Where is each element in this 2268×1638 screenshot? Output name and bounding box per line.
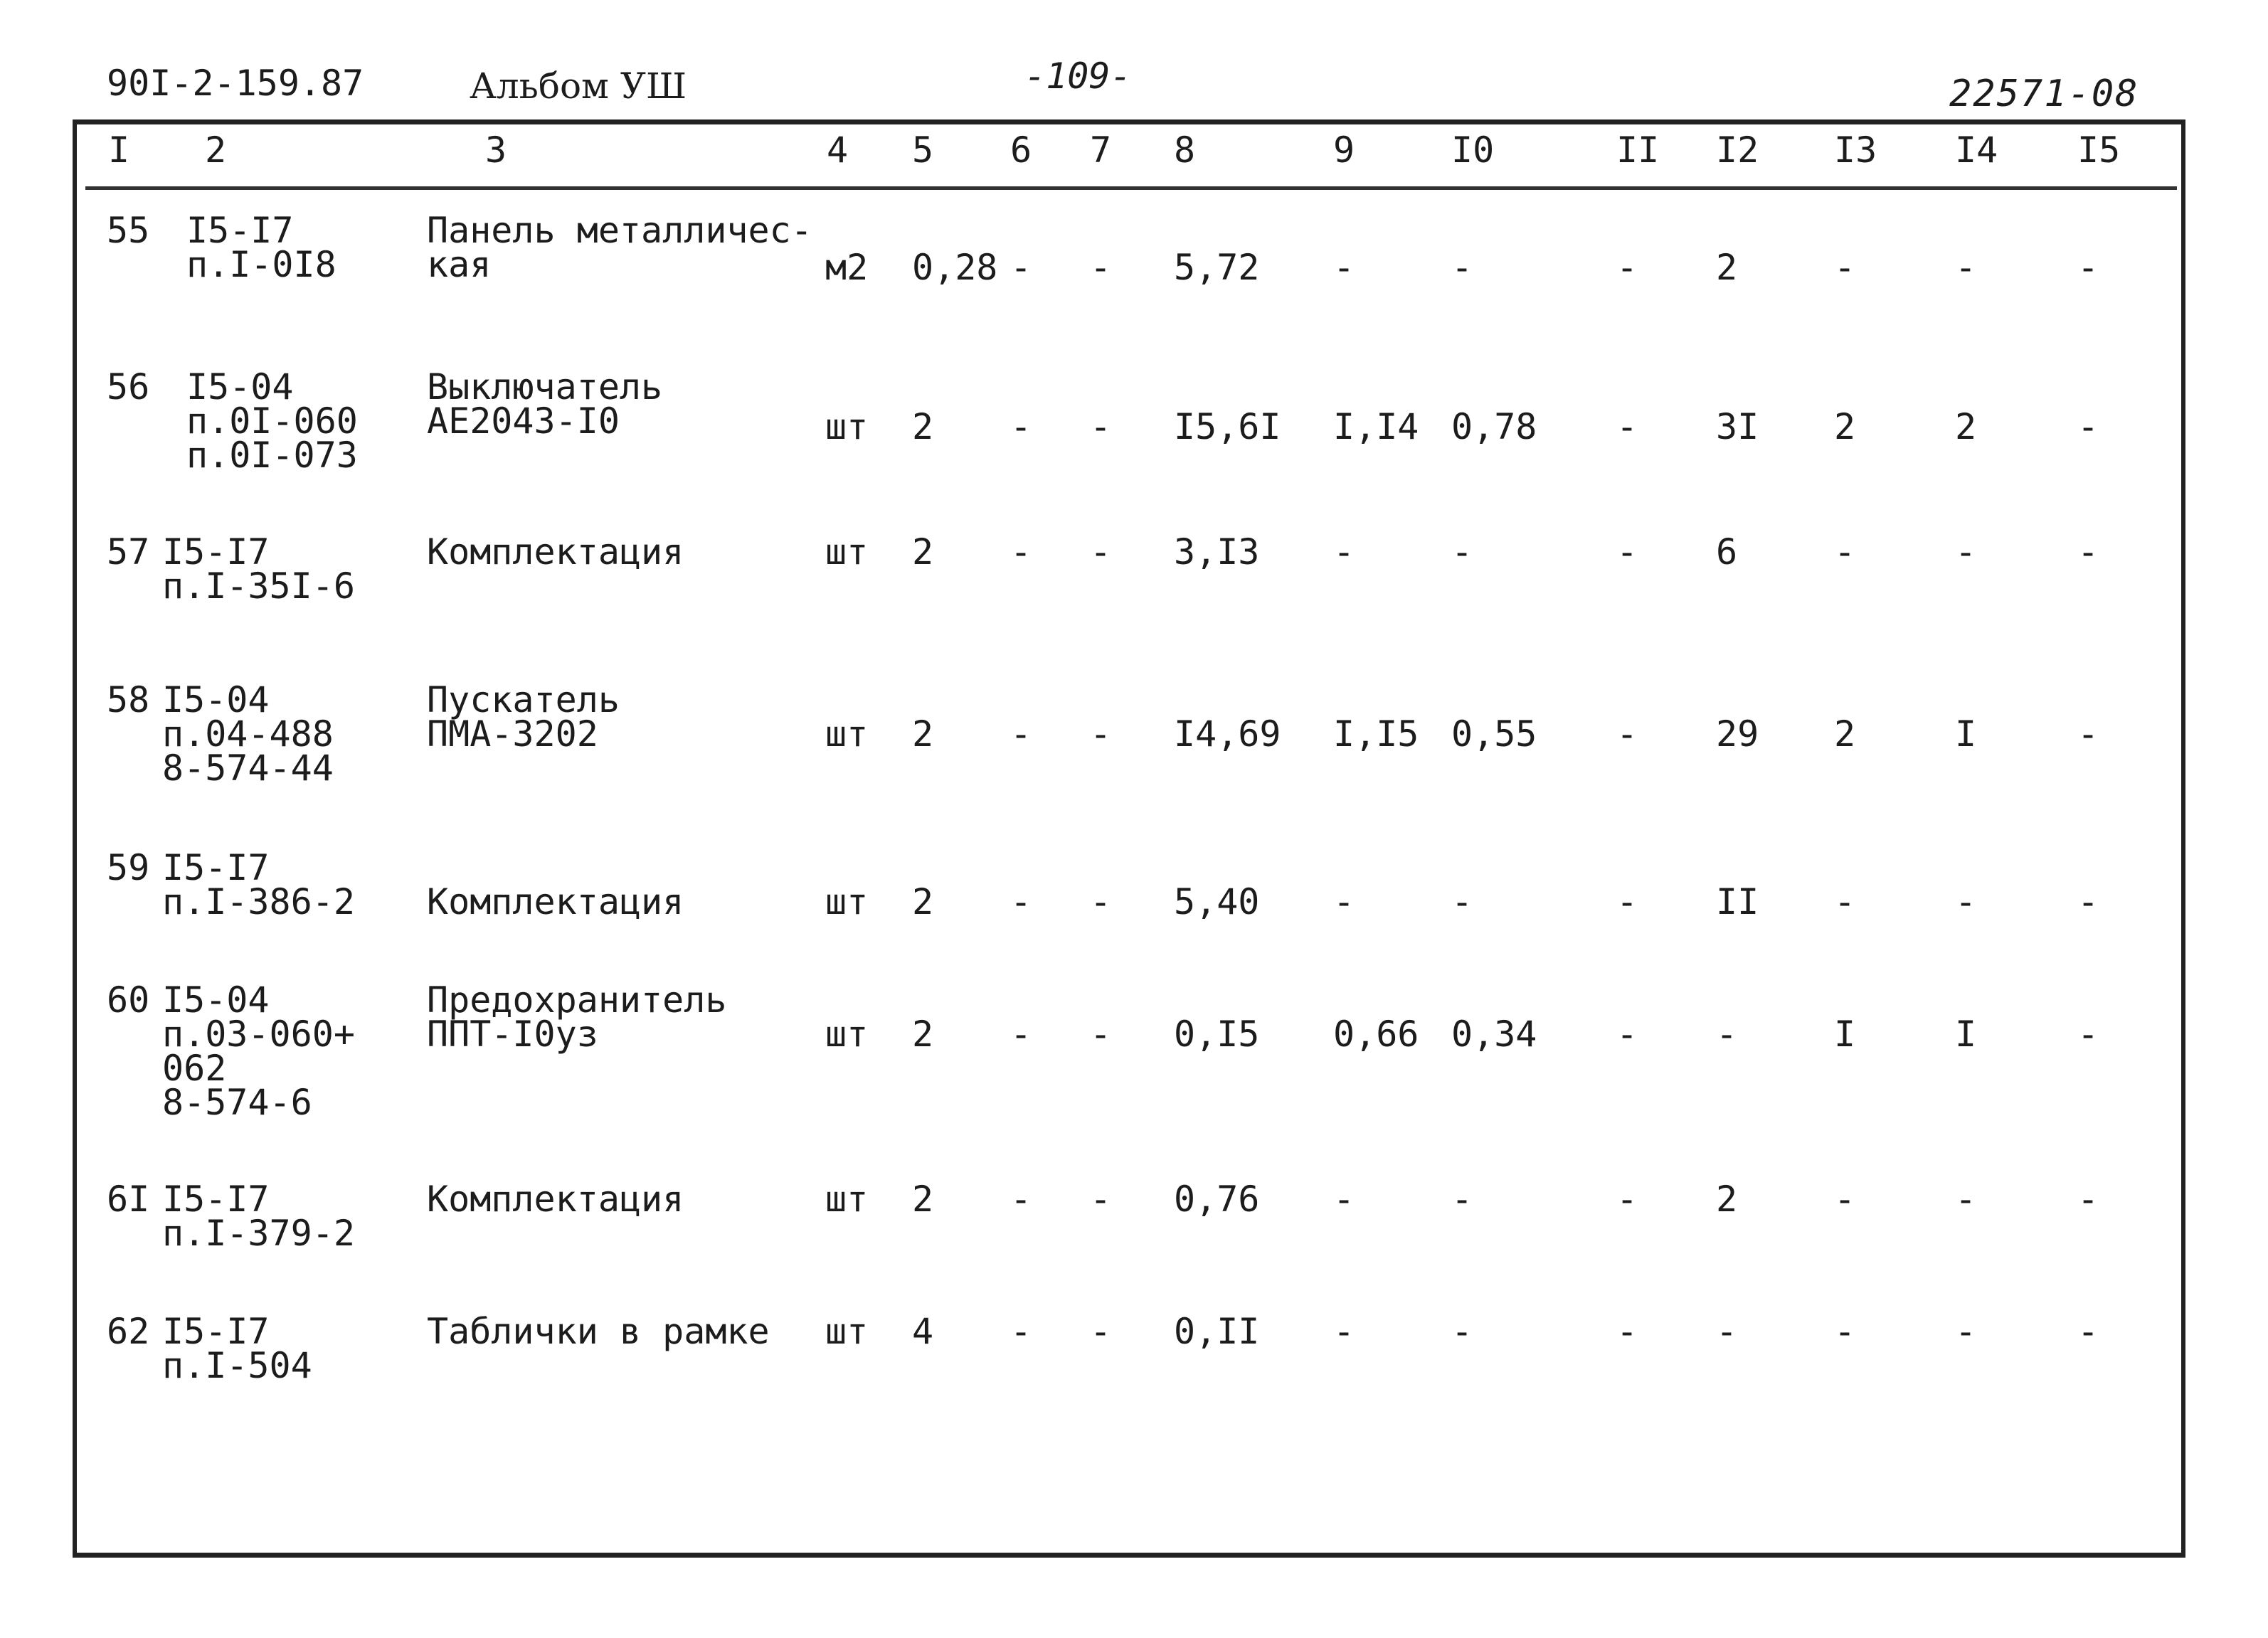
column-header-12: I2 bbox=[1716, 129, 1759, 171]
cell-c11: - bbox=[1616, 713, 1638, 755]
cell-n: 60 bbox=[107, 979, 150, 1021]
cell-code: I5-I7 п.I-379-2 bbox=[162, 1179, 355, 1254]
cell-c7: - bbox=[1090, 713, 1112, 755]
cell-c11: - bbox=[1616, 1311, 1638, 1352]
cell-n: 58 bbox=[107, 679, 150, 720]
cell-c10: - bbox=[1451, 1311, 1473, 1352]
cell-n: 56 bbox=[107, 366, 150, 408]
cell-c7: - bbox=[1090, 881, 1112, 922]
cell-unit: шт bbox=[825, 531, 869, 573]
cell-n: 57 bbox=[107, 531, 150, 573]
cell-c8: 0,II bbox=[1174, 1311, 1260, 1352]
cell-c12: - bbox=[1716, 1311, 1738, 1352]
cell-code: I5-I7 п.I-0I8 bbox=[186, 210, 337, 285]
cell-code: I5-04 п.03-060+ 062 8-574-6 bbox=[162, 979, 355, 1123]
column-header-5: 5 bbox=[912, 129, 934, 171]
cell-c13: - bbox=[1834, 1179, 1856, 1220]
cell-c12: 3I bbox=[1716, 406, 1759, 447]
table-frame bbox=[73, 119, 2185, 1558]
cell-unit: шт bbox=[825, 1311, 869, 1352]
cell-c15: - bbox=[2077, 1179, 2099, 1220]
cell-c8: 5,72 bbox=[1174, 247, 1260, 288]
column-header-3: 3 bbox=[485, 129, 507, 171]
cell-c14: - bbox=[1955, 1311, 1977, 1352]
cell-c12: - bbox=[1716, 1014, 1738, 1055]
cell-c13: - bbox=[1834, 247, 1856, 288]
cell-unit: шт bbox=[825, 1179, 869, 1220]
cell-c15: - bbox=[2077, 531, 2099, 573]
cell-c5: 2 bbox=[912, 881, 934, 922]
cell-c9: I,I4 bbox=[1333, 406, 1419, 447]
cell-c15: - bbox=[2077, 1014, 2099, 1055]
cell-c13: 2 bbox=[1834, 713, 1856, 755]
cell-c15: - bbox=[2077, 247, 2099, 288]
cell-c6: - bbox=[1010, 1179, 1032, 1220]
cell-unit: м2 bbox=[825, 247, 869, 288]
cell-name: Панель металличес- кая bbox=[427, 210, 812, 285]
column-header-4: 4 bbox=[827, 129, 849, 171]
cell-c11: - bbox=[1616, 247, 1638, 288]
cell-c9: 0,66 bbox=[1333, 1014, 1419, 1055]
cell-c11: - bbox=[1616, 406, 1638, 447]
cell-c5: 2 bbox=[912, 1014, 934, 1055]
cell-c9: - bbox=[1333, 247, 1355, 288]
column-header-6: 6 bbox=[1010, 129, 1032, 171]
column-header-9: 9 bbox=[1333, 129, 1355, 171]
cell-c14: - bbox=[1955, 881, 1977, 922]
cell-c9: - bbox=[1333, 1311, 1355, 1352]
cell-c7: - bbox=[1090, 1311, 1112, 1352]
cell-unit: шт bbox=[825, 406, 869, 447]
cell-c10: 0,34 bbox=[1451, 1014, 1537, 1055]
cell-c8: 0,I5 bbox=[1174, 1014, 1260, 1055]
cell-c14: 2 bbox=[1955, 406, 1977, 447]
cell-c10: - bbox=[1451, 881, 1473, 922]
cell-c5: 2 bbox=[912, 1179, 934, 1220]
cell-c11: - bbox=[1616, 531, 1638, 573]
drawing-code: 90I-2-159.87 bbox=[107, 63, 364, 104]
cell-c12: 2 bbox=[1716, 1179, 1738, 1220]
cell-c6: - bbox=[1010, 247, 1032, 288]
cell-code: I5-04 п.0I-060 п.0I-073 bbox=[186, 366, 358, 476]
cell-c7: - bbox=[1090, 531, 1112, 573]
cell-unit: шт bbox=[825, 713, 869, 755]
cell-c15: - bbox=[2077, 713, 2099, 755]
cell-c8: 3,I3 bbox=[1174, 531, 1260, 573]
cell-c5: 4 bbox=[912, 1311, 934, 1352]
cell-name: Выключатель АЕ2043-I0 bbox=[427, 366, 663, 442]
cell-c5: 2 bbox=[912, 406, 934, 447]
cell-c12: 6 bbox=[1716, 531, 1738, 573]
cell-c12: II bbox=[1716, 881, 1759, 922]
cell-c10: 0,55 bbox=[1451, 713, 1537, 755]
cell-c8: I4,69 bbox=[1174, 713, 1281, 755]
cell-n: 6I bbox=[107, 1179, 150, 1220]
cell-c9: I,I5 bbox=[1333, 713, 1419, 755]
cell-code: I5-I7 п.I-35I-6 bbox=[162, 531, 355, 607]
column-header-14: I4 bbox=[1955, 129, 1998, 171]
cell-c12: 29 bbox=[1716, 713, 1759, 755]
cell-c9: - bbox=[1333, 531, 1355, 573]
column-header-7: 7 bbox=[1090, 129, 1112, 171]
cell-n: 55 bbox=[107, 210, 150, 251]
cell-code: I5-04 п.04-488 8-574-44 bbox=[162, 679, 334, 789]
cell-c13: - bbox=[1834, 881, 1856, 922]
cell-c14: - bbox=[1955, 247, 1977, 288]
cell-c14: - bbox=[1955, 531, 1977, 573]
cell-code: I5-I7 п.I-386-2 bbox=[162, 847, 355, 922]
cell-c6: - bbox=[1010, 713, 1032, 755]
column-header-2: 2 bbox=[205, 129, 227, 171]
cell-c11: - bbox=[1616, 1014, 1638, 1055]
cell-c8: I5,6I bbox=[1174, 406, 1281, 447]
cell-c13: - bbox=[1834, 531, 1856, 573]
cell-c8: 5,40 bbox=[1174, 881, 1260, 922]
column-header-13: I3 bbox=[1834, 129, 1877, 171]
cell-c11: - bbox=[1616, 881, 1638, 922]
cell-name: Предохранитель ППТ-I0уз bbox=[427, 979, 727, 1055]
cell-c12: 2 bbox=[1716, 247, 1738, 288]
cell-name: Комплектация bbox=[427, 881, 684, 922]
cell-n: 62 bbox=[107, 1311, 150, 1352]
header-rule bbox=[85, 186, 2177, 190]
cell-c14: I bbox=[1955, 1014, 1977, 1055]
cell-n: 59 bbox=[107, 847, 150, 888]
cell-name: Комплектация bbox=[427, 1179, 684, 1220]
cell-c13: - bbox=[1834, 1311, 1856, 1352]
cell-c13: 2 bbox=[1834, 406, 1856, 447]
cell-c5: 0,28 bbox=[912, 247, 998, 288]
cell-c11: - bbox=[1616, 1179, 1638, 1220]
column-header-8: 8 bbox=[1174, 129, 1196, 171]
cell-c7: - bbox=[1090, 247, 1112, 288]
cell-c7: - bbox=[1090, 1179, 1112, 1220]
cell-name: Пускатель ПМА-3202 bbox=[427, 679, 620, 755]
cell-name: Таблички в рамке bbox=[427, 1311, 770, 1352]
document-number: 22571-08 bbox=[1949, 73, 2139, 115]
cell-c5: 2 bbox=[912, 713, 934, 755]
cell-c9: - bbox=[1333, 1179, 1355, 1220]
cell-unit: шт bbox=[825, 1014, 869, 1055]
cell-c10: - bbox=[1451, 531, 1473, 573]
cell-code: I5-I7 п.I-504 bbox=[162, 1311, 312, 1386]
cell-c15: - bbox=[2077, 1311, 2099, 1352]
column-header-10: I0 bbox=[1451, 129, 1495, 171]
cell-c9: - bbox=[1333, 881, 1355, 922]
cell-c6: - bbox=[1010, 881, 1032, 922]
cell-c6: - bbox=[1010, 531, 1032, 573]
cell-c6: - bbox=[1010, 1014, 1032, 1055]
cell-name: Комплектация bbox=[427, 531, 684, 573]
cell-c10: 0,78 bbox=[1451, 406, 1537, 447]
cell-c7: - bbox=[1090, 1014, 1112, 1055]
cell-c15: - bbox=[2077, 406, 2099, 447]
cell-c7: - bbox=[1090, 406, 1112, 447]
column-header-1: I bbox=[108, 129, 130, 171]
cell-c6: - bbox=[1010, 1311, 1032, 1352]
cell-unit: шт bbox=[825, 881, 869, 922]
cell-c5: 2 bbox=[912, 531, 934, 573]
cell-c10: - bbox=[1451, 247, 1473, 288]
cell-c6: - bbox=[1010, 406, 1032, 447]
cell-c15: - bbox=[2077, 881, 2099, 922]
album-label: Альбом УШ bbox=[470, 65, 687, 107]
page-number: -109- bbox=[1024, 55, 1132, 97]
column-header-15: I5 bbox=[2077, 129, 2121, 171]
column-header-11: II bbox=[1616, 129, 1660, 171]
cell-c13: I bbox=[1834, 1014, 1856, 1055]
cell-c14: - bbox=[1955, 1179, 1977, 1220]
cell-c10: - bbox=[1451, 1179, 1473, 1220]
cell-c14: I bbox=[1955, 713, 1977, 755]
cell-c8: 0,76 bbox=[1174, 1179, 1260, 1220]
